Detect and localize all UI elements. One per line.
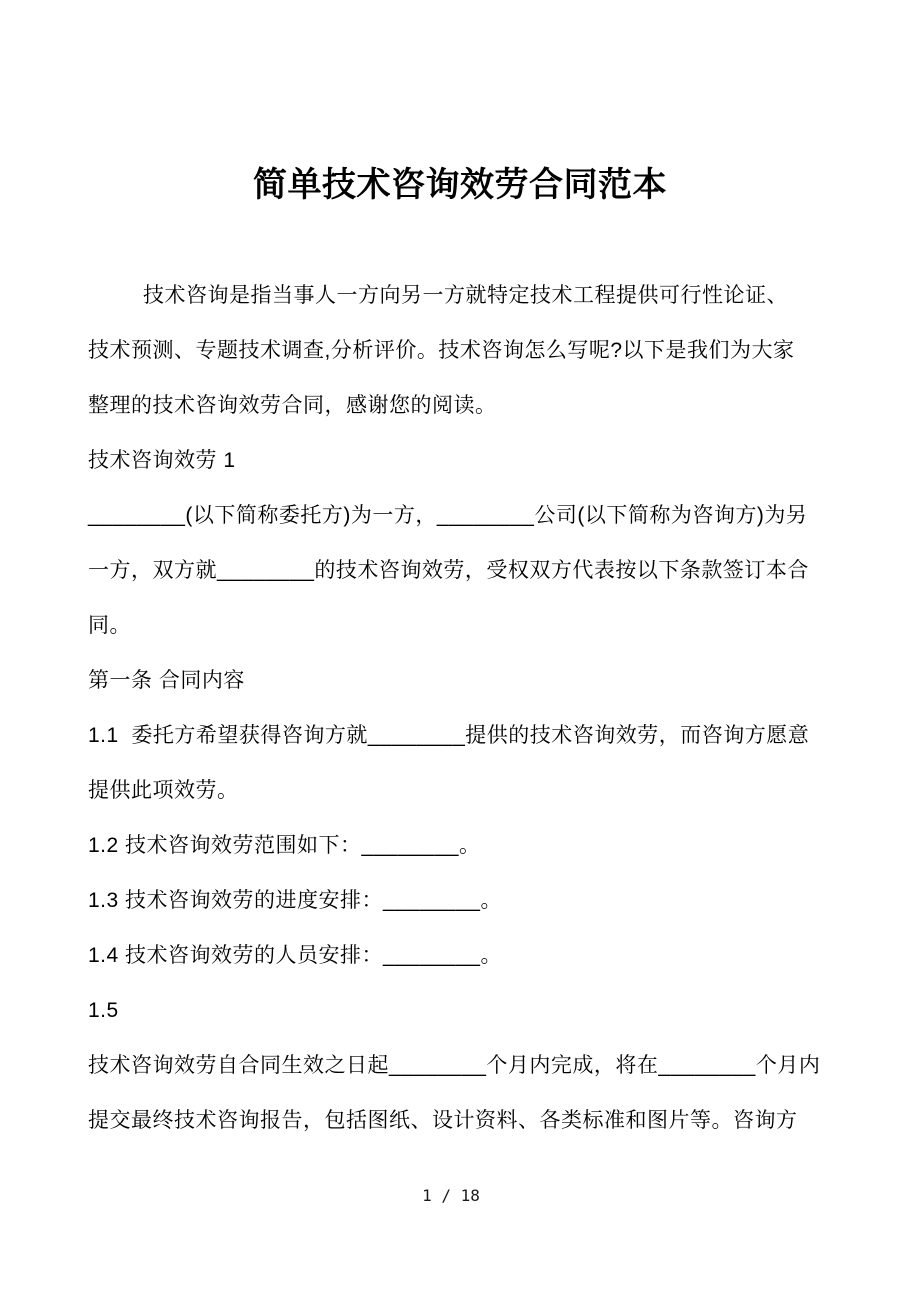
document-line: 同。: [88, 614, 131, 637]
document-line: 1.1 委托方希望获得咨询方就________提供的技术咨询效劳，而咨询方愿意: [88, 724, 810, 747]
document-line: 第一条 合同内容: [88, 669, 245, 692]
document-line: 1.5: [88, 999, 119, 1022]
document-line: 技术咨询效劳 1: [88, 449, 236, 472]
document-line: 1.4 技术咨询效劳的人员安排：________。: [88, 944, 502, 967]
document-line: 技术预测、专题技术调查,分析评价。技术咨询怎么写呢?以下是我们为大家: [88, 339, 795, 362]
document-line: 技术咨询是指当事人一方向另一方就特定技术工程提供可行性论证、: [143, 284, 788, 307]
total-page-count: 18: [460, 1186, 480, 1205]
document-line: 1.2 技术咨询效劳范围如下：________。: [88, 834, 481, 857]
document-line: 1.3 技术咨询效劳的进度安排：________。: [88, 889, 502, 912]
document-line: 整理的技术咨询效劳合同，感谢您的阅读。: [88, 394, 497, 417]
current-page-number: 1: [422, 1186, 432, 1205]
document-line: ________(以下简称委托方)为一方，________公司(以下简称为咨询方)为另: [88, 504, 808, 527]
document-line: 一方，双方就________的技术咨询效劳，受权双方代表按以下条款签订本合: [88, 559, 809, 582]
document-line: 提供此项效劳。: [88, 779, 239, 802]
page-number-separator: /: [431, 1186, 461, 1205]
document-line: 技术咨询效劳自合同生效之日起________个月内完成，将在________个月内: [88, 1054, 821, 1077]
document-line: 提交最终技术咨询报告，包括图纸、设计资料、各类标准和图片等。咨询方: [88, 1109, 798, 1132]
document-body: [88, 268, 868, 1148]
document-title: 简单技术咨询效劳合同范本: [253, 166, 667, 204]
page-footer: [0, 1186, 911, 1206]
